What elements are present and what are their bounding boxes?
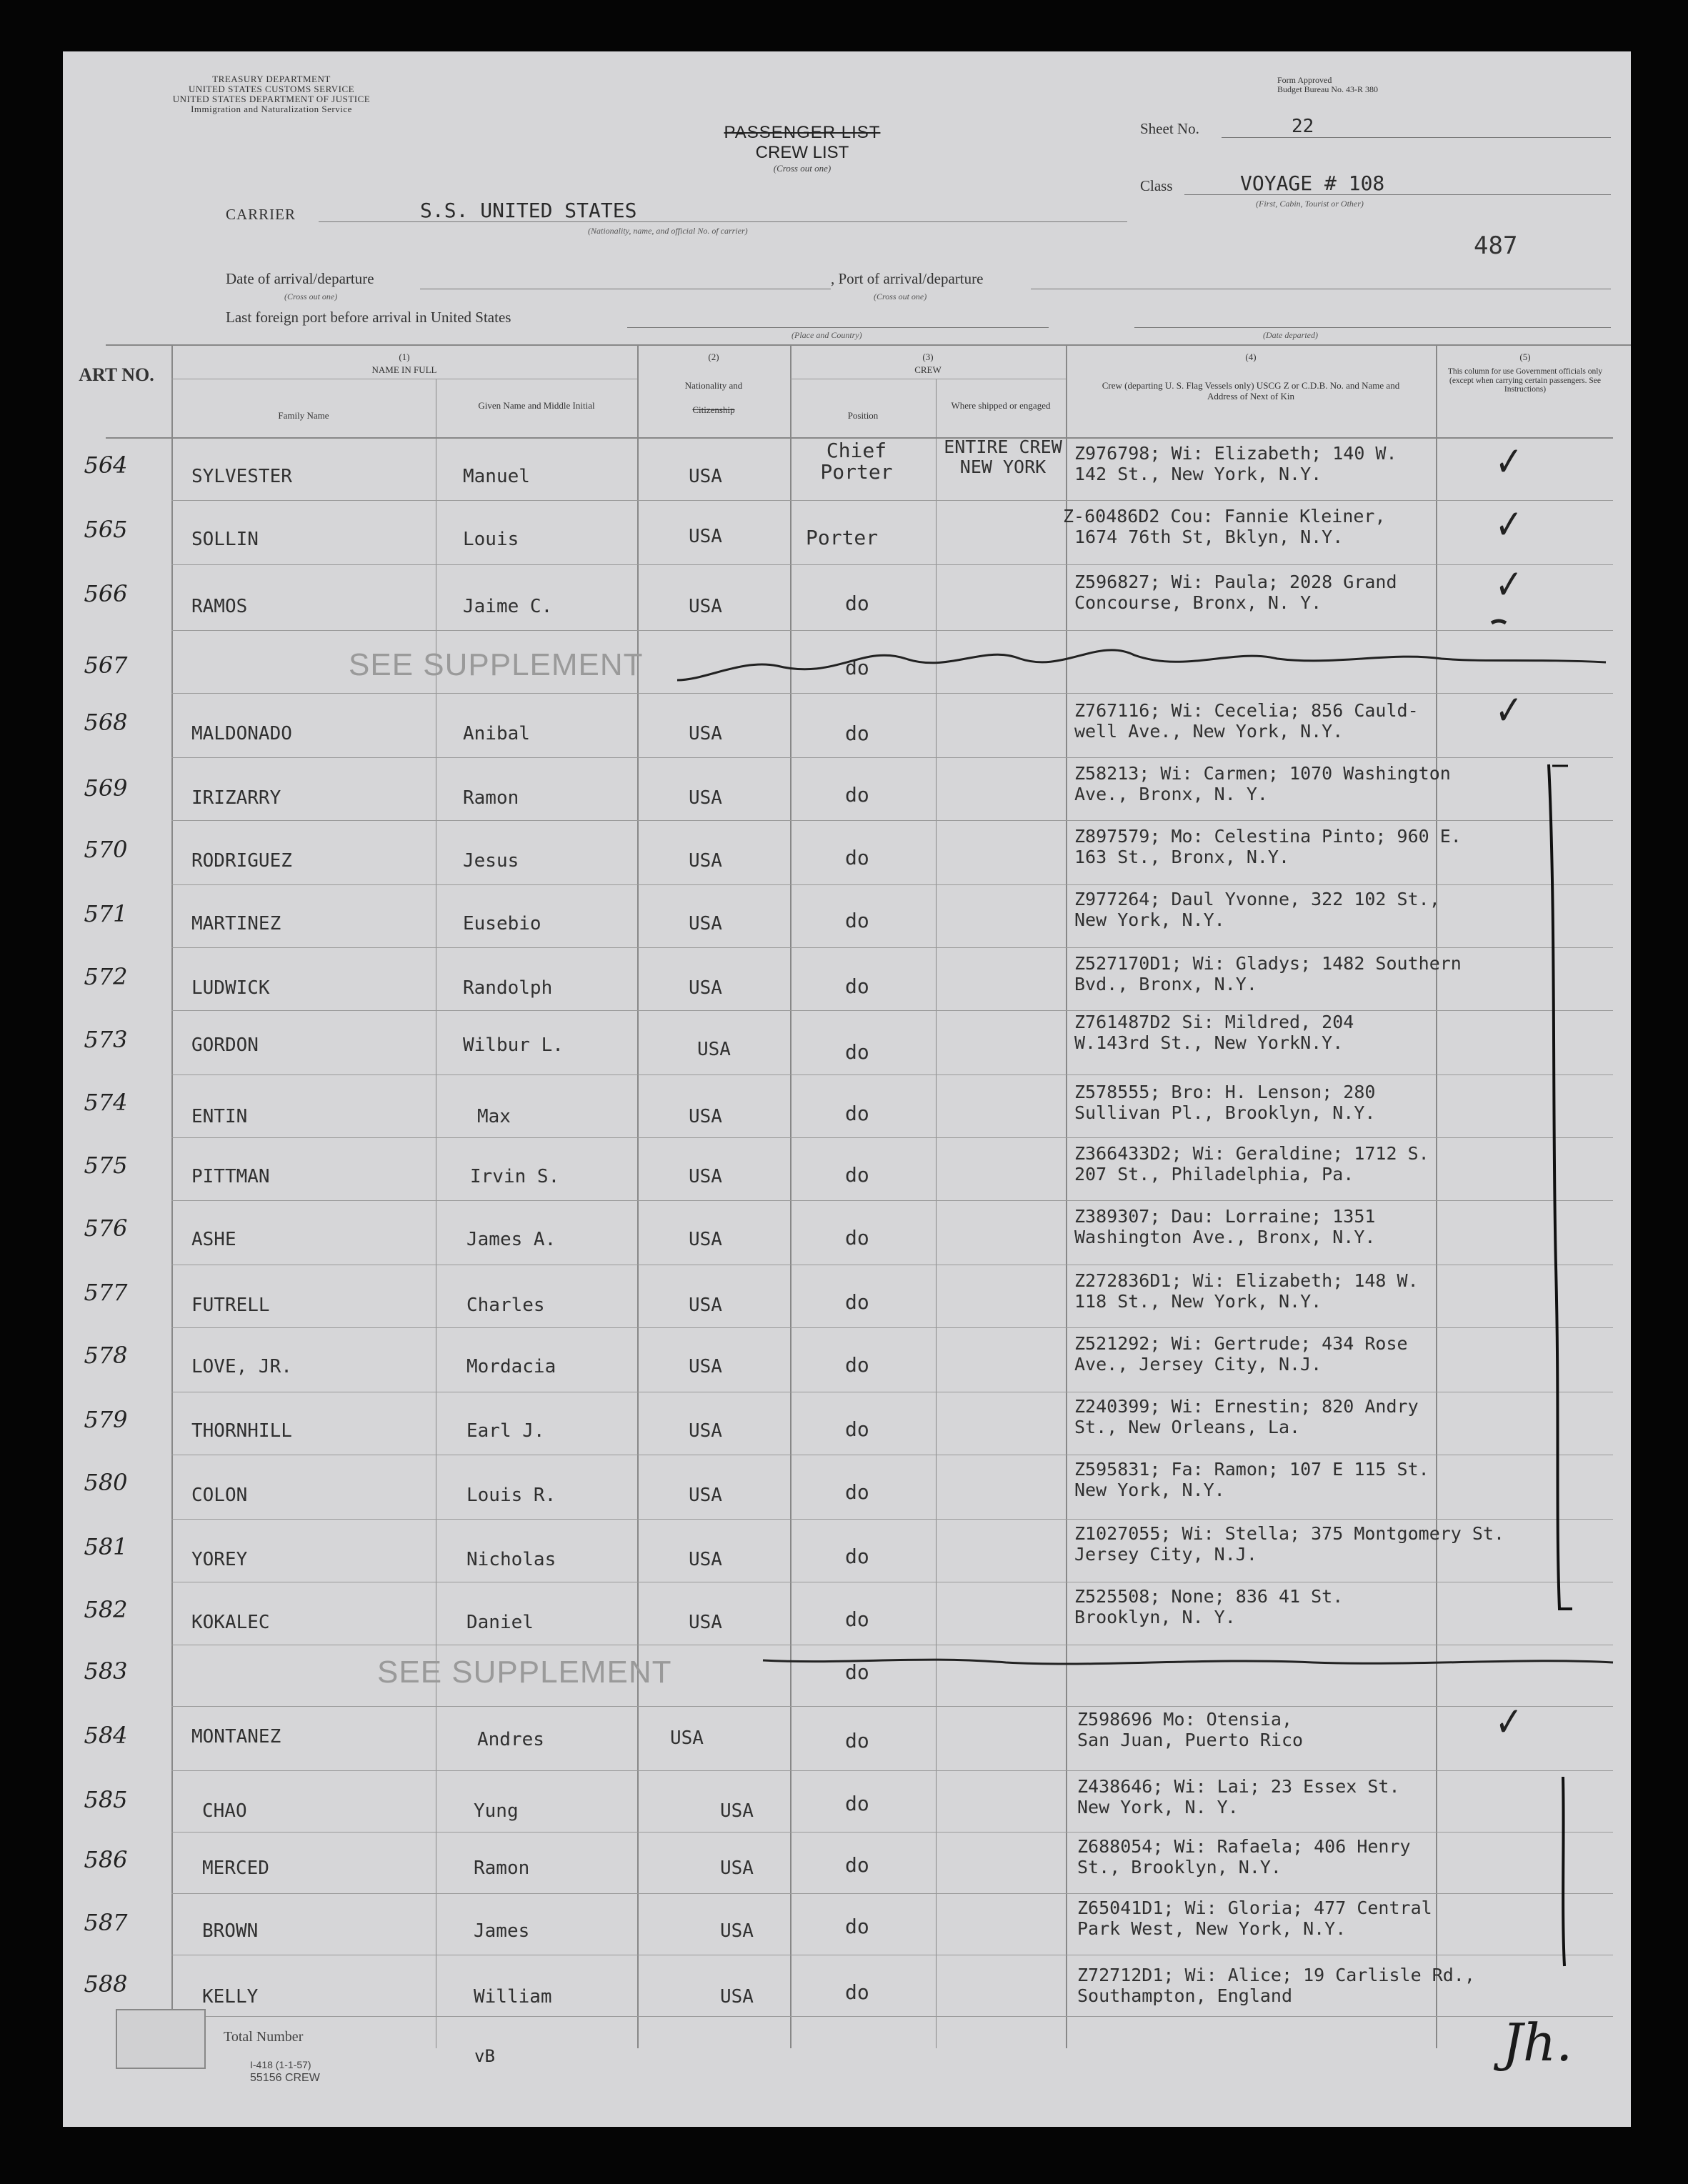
carrier-value: S.S. UNITED STATES <box>420 199 637 222</box>
col3-number: (3) <box>922 351 934 362</box>
given-name: William <box>474 1986 552 2008</box>
crew-address-line-2: Bvd., Bronx, N.Y. <box>1074 974 1257 994</box>
crew-address-line-2: San Juan, Puerto Rico <box>1077 1730 1304 1750</box>
signature: Jh. <box>1502 2013 1573 2073</box>
position: do <box>845 1660 869 1684</box>
crew-address-line-1: Z-60486D2 Cou: Fannie Kleiner, <box>1063 506 1386 527</box>
family-name: KOKALEC <box>191 1612 270 1633</box>
family-name: MALDONADO <box>191 723 292 744</box>
crew-address-line-2: Park West, New York, N.Y. <box>1077 1918 1347 1939</box>
clerk-initials: vB <box>474 2046 495 2066</box>
art-number: 582 <box>84 1596 128 1623</box>
agency-line-2: UNITED STATES CUSTOMS SERVICE <box>188 84 355 94</box>
crew-address-line-2: Sullivan Pl., Brooklyn, N.Y. <box>1074 1102 1376 1123</box>
given-name: Ramon <box>463 787 519 809</box>
given-name: Jesus <box>463 850 519 872</box>
family-name: RAMOS <box>191 596 248 617</box>
art-number: 571 <box>84 900 128 927</box>
page-number: 487 <box>1474 231 1518 260</box>
family-name: KELLY <box>202 1986 259 2008</box>
crew-address-line-1: Z521292; Wi: Gertrude; 434 Rose <box>1074 1333 1408 1354</box>
nationality-header: Nationality and <box>684 380 743 391</box>
crew-address-line-1: Z438646; Wi: Lai; 23 Essex St. <box>1077 1776 1400 1797</box>
family-name: CHAO <box>202 1800 247 1822</box>
art-number: 573 <box>84 1026 128 1053</box>
crew-address-line-2: Ave., Bronx, N. Y. <box>1074 784 1268 804</box>
crew-address-line-2: Ave., Jersey City, N.J. <box>1074 1354 1322 1375</box>
given-name: Jaime C. <box>463 596 553 617</box>
citizenship-struck-header: Citizenship <box>692 404 735 415</box>
crew-address-line-2: St., New Orleans, La. <box>1074 1417 1301 1437</box>
art-no-header: ART NO. <box>79 364 154 385</box>
given-name: James <box>474 1920 530 1942</box>
position: do <box>845 1102 869 1125</box>
crew-address-line-2: 118 St., New York, N.Y. <box>1074 1291 1322 1312</box>
crew-address-line-2: W.143rd St., New YorkN.Y. <box>1074 1032 1344 1053</box>
position: do <box>845 1729 869 1752</box>
crew-address-line-1: Z525508; None; 836 41 St. <box>1074 1586 1344 1607</box>
where-shipped: ENTIRE CREW NEW YORK <box>944 437 1062 477</box>
given-name: Andres <box>477 1729 544 1750</box>
crew-address-line-2: Jersey City, N.J. <box>1074 1544 1257 1565</box>
given-name-header: Given Name and Middle Initial <box>478 400 595 411</box>
family-name: YOREY <box>191 1549 248 1570</box>
nationality: USA <box>720 1920 754 1942</box>
col1-number: (1) <box>399 351 410 362</box>
given-name: Louis R. <box>466 1485 556 1506</box>
nationality: USA <box>689 596 722 617</box>
crew-address-line-1: Z65041D1; Wi: Gloria; 477 Central <box>1077 1898 1432 1918</box>
art-number: 574 <box>84 1089 128 1116</box>
position: do <box>845 1480 869 1504</box>
family-name: THORNHILL <box>191 1420 292 1442</box>
nationality: USA <box>689 466 722 487</box>
date-departed-hint: (Date departed) <box>1263 330 1318 340</box>
position: do <box>845 1417 869 1441</box>
col4-number: (4) <box>1245 351 1257 362</box>
carrier-label: CARRIER <box>226 206 296 223</box>
nationality: USA <box>720 1800 754 1822</box>
family-name: MARTINEZ <box>191 913 281 934</box>
crew-address-line-2: New York, N.Y. <box>1074 909 1225 930</box>
crew-address-line-1: Z596827; Wi: Paula; 2028 Grand <box>1074 572 1397 592</box>
given-name: James A. <box>466 1229 556 1250</box>
date-arrival-label: Date of arrival/departure <box>226 270 374 287</box>
position: Chief Porter <box>820 439 893 484</box>
crew-address-line-2: Brooklyn, N. Y. <box>1074 1607 1236 1627</box>
crew-address-line-2: New York, N. Y. <box>1077 1797 1239 1817</box>
art-number: 586 <box>84 1846 128 1873</box>
family-name: PITTMAN <box>191 1166 270 1187</box>
check-mark: ✓ <box>1494 1697 1523 1746</box>
crew-address-header: Crew (departing U. S. Flag Vessels only) USCG Z or C.D.B. No. and Name and Address of Next of Kin <box>1102 380 1400 402</box>
nationality: USA <box>689 1549 722 1570</box>
position: do <box>845 722 869 745</box>
position: do <box>845 1792 869 1815</box>
nationality: USA <box>689 787 722 809</box>
crew-address-line-1: Z58213; Wi: Carmen; 1070 Washington <box>1074 763 1451 784</box>
crew-address-line-2: Concourse, Bronx, N. Y. <box>1074 592 1322 613</box>
port-arrival-hint: (Cross out one) <box>874 291 927 301</box>
given-name: Earl J. <box>466 1420 545 1442</box>
crew-address-line-1: Z688054; Wi: Rafaela; 406 Henry <box>1077 1836 1411 1857</box>
position: do <box>845 1163 869 1187</box>
crew-address-line-1: Z977264; Daul Yvonne, 322 102 St., <box>1074 889 1440 909</box>
total-number-label: Total Number <box>224 2029 304 2045</box>
family-name: ASHE <box>191 1229 236 1250</box>
family-name: SOLLIN <box>191 529 259 550</box>
class-hint: (First, Cabin, Tourist or Other) <box>1256 199 1364 209</box>
col5-number: (5) <box>1519 351 1531 362</box>
given-name: Max <box>477 1106 511 1127</box>
art-number: 580 <box>84 1469 128 1496</box>
given-name: Eusebio <box>463 913 541 934</box>
crew-address-line-1: Z578555; Bro: H. Lenson; 280 <box>1074 1082 1376 1102</box>
form-code: 55156 CREW <box>250 2072 320 2084</box>
crew-address-line-2: Southampton, England <box>1077 1985 1293 2006</box>
family-name: FUTRELL <box>191 1295 270 1316</box>
agency-line-4: Immigration and Naturalization Service <box>191 104 352 114</box>
col2-number: (2) <box>708 351 719 362</box>
art-number: 569 <box>84 774 128 802</box>
government-use-header: This column for use Government officials only (except when carrying certain passengers. See Instructions) <box>1447 367 1603 394</box>
art-number: 576 <box>84 1215 128 1242</box>
nationality: USA <box>689 1612 722 1633</box>
position: Porter <box>806 526 879 549</box>
position: do <box>845 783 869 807</box>
position: do <box>845 1853 869 1877</box>
total-number-box <box>116 2009 206 2069</box>
crew-address-line-2: 1674 76th St, Bklyn, N.Y. <box>1074 527 1344 547</box>
check-mark: ✓ <box>1494 437 1523 486</box>
art-number: 587 <box>84 1909 128 1936</box>
family-name: MERCED <box>202 1858 269 1879</box>
crew-address-line-2: well Ave., New York, N.Y. <box>1074 721 1344 742</box>
crew-address-line-1: Z761487D2 Si: Mildred, 204 <box>1074 1012 1354 1032</box>
position: do <box>845 909 869 932</box>
class-label: Class <box>1140 177 1173 194</box>
art-number: 577 <box>84 1279 128 1306</box>
position: do <box>845 974 869 998</box>
position: do <box>845 1290 869 1314</box>
strike-through-line-567 <box>677 650 1606 680</box>
crew-list-title: CREW LIST <box>755 143 849 162</box>
handwritten-marks <box>63 51 1631 2127</box>
nationality: USA <box>689 850 722 872</box>
art-number: 585 <box>84 1786 128 1813</box>
crew-address-line-1: Z595831; Fa: Ramon; 107 E 115 St. <box>1074 1459 1429 1480</box>
nationality: USA <box>689 913 722 934</box>
given-name: Louis <box>463 529 519 550</box>
budget-bureau-label: Budget Bureau No. 43-R 380 <box>1277 84 1378 94</box>
strike-through-line-583 <box>763 1660 1613 1664</box>
crew-address-line-1: Z72712D1; Wi: Alice; 19 Carlisle Rd., <box>1077 1965 1475 1985</box>
given-name: Ramon <box>474 1858 530 1879</box>
family-name: BROWN <box>202 1920 259 1942</box>
position: do <box>845 1040 869 1064</box>
position: do <box>845 1353 869 1377</box>
crew-address-line-1: Z272836D1; Wi: Elizabeth; 148 W. <box>1074 1270 1419 1291</box>
bracket-line-lower <box>1563 1777 1564 1966</box>
crew-address-line-1: Z389307; Dau: Lorraine; 1351 <box>1074 1206 1376 1227</box>
family-name: SYLVESTER <box>191 466 292 487</box>
position: do <box>845 1980 869 2004</box>
last-port-label: Last foreign port before arrival in United States <box>226 309 511 326</box>
check-mark: ✓ <box>1494 500 1523 549</box>
agency-line-1: TREASURY DEPARTMENT <box>212 74 331 84</box>
crew-address-line-1: Z366433D2; Wi: Geraldine; 1712 S. <box>1074 1143 1429 1164</box>
crew-address-line-2: 163 St., Bronx, N.Y. <box>1074 847 1290 867</box>
art-number: 567 <box>84 652 128 679</box>
nationality: USA <box>689 1166 722 1187</box>
place-hint: (Place and Country) <box>791 330 862 340</box>
art-number: 575 <box>84 1152 128 1179</box>
position: do <box>845 1545 869 1568</box>
given-name: Daniel <box>466 1612 534 1633</box>
family-name: COLON <box>191 1485 248 1506</box>
art-number: 583 <box>84 1657 128 1685</box>
nationality: USA <box>689 977 722 999</box>
given-name: Charles <box>466 1295 545 1316</box>
art-number: 584 <box>84 1722 128 1749</box>
where-shipped-header: Where shipped or engaged <box>951 400 1051 411</box>
crew-address-line-2: 207 St., Philadelphia, Pa. <box>1074 1164 1354 1185</box>
crew-address-line-2: St., Brooklyn, N.Y. <box>1077 1857 1282 1878</box>
family-name: RODRIGUEZ <box>191 850 292 872</box>
art-number: 578 <box>84 1342 128 1369</box>
family-name: GORDON <box>191 1034 259 1056</box>
position: do <box>845 846 869 869</box>
form-number: I-418 (1-1-57) <box>250 2059 311 2070</box>
given-name: Wilbur L. <box>463 1034 564 1056</box>
art-number: 568 <box>84 709 128 736</box>
check-mark: ✓ <box>1494 560 1523 609</box>
position-header: Position <box>847 410 879 421</box>
class-value: VOYAGE # 108 <box>1240 171 1385 195</box>
art-number: 581 <box>84 1533 128 1560</box>
position: do <box>845 1226 869 1250</box>
cross-out-note: (Cross out one) <box>773 163 831 174</box>
crew-address-line-1: Z1027055; Wi: Stella; 375 Montgomery St. <box>1074 1523 1505 1544</box>
family-name-header: Family Name <box>278 410 329 421</box>
carrier-hint: (Nationality, name, and official No. of carrier) <box>588 226 748 236</box>
position: do <box>845 1915 869 1938</box>
position: do <box>845 656 869 679</box>
see-supplement-stamp: SEE SUPPLEMENT <box>349 647 644 682</box>
position: do <box>845 592 869 615</box>
family-name: ENTIN <box>191 1106 248 1127</box>
art-number: 579 <box>84 1406 128 1433</box>
date-arrival-hint: (Cross out one) <box>284 291 338 301</box>
art-number: 572 <box>84 963 128 990</box>
manifest-sheet <box>63 51 1631 2127</box>
family-name: IRIZARRY <box>191 787 281 809</box>
nationality: USA <box>689 526 722 547</box>
form-approved-label: Form Approved <box>1277 75 1332 85</box>
crew-address-line-1: Z527170D1; Wi: Gladys; 1482 Southern <box>1074 953 1462 974</box>
family-name: LUDWICK <box>191 977 270 999</box>
crew-address-line-1: Z767116; Wi: Cecelia; 856 Cauld- <box>1074 700 1419 721</box>
sheet-no-value: 22 <box>1292 116 1314 137</box>
given-name: Mordacia <box>466 1356 556 1377</box>
nationality: USA <box>689 1356 722 1377</box>
dash-mark <box>1492 621 1506 623</box>
position: do <box>845 1607 869 1631</box>
sheet-no-label: Sheet No. <box>1140 120 1199 137</box>
given-name: Yung <box>474 1800 519 1822</box>
nationality: USA <box>689 1420 722 1442</box>
agency-line-3: UNITED STATES DEPARTMENT OF JUSTICE <box>172 94 371 104</box>
name-in-full-header: NAME IN FULL <box>371 364 437 375</box>
nationality: USA <box>689 723 722 744</box>
nationality: USA <box>689 1485 722 1506</box>
see-supplement-stamp: SEE SUPPLEMENT <box>377 1655 672 1690</box>
crew-address-line-2: New York, N.Y. <box>1074 1480 1225 1500</box>
crew-address-line-1: Z897579; Mo: Celestina Pinto; 960 E. <box>1074 826 1462 847</box>
nationality: USA <box>689 1295 722 1316</box>
check-mark: ✓ <box>1494 686 1523 734</box>
given-name: Nicholas <box>466 1549 556 1570</box>
family-name: LOVE, JR. <box>191 1356 292 1377</box>
crew-header: CREW <box>914 364 942 375</box>
family-name: MONTANEZ <box>191 1726 281 1747</box>
given-name: Anibal <box>463 723 530 744</box>
given-name: Irvin S. <box>470 1166 560 1187</box>
nationality: USA <box>689 1106 722 1127</box>
art-number: 588 <box>84 1970 128 1998</box>
bracket-line <box>1549 764 1572 1609</box>
nationality: USA <box>720 1986 754 2008</box>
art-number: 565 <box>84 516 128 543</box>
given-name: Manuel <box>463 466 530 487</box>
passenger-list-title: PASSENGER LIST <box>724 123 881 142</box>
nationality: USA <box>670 1727 704 1749</box>
crew-address-line-1: Z976798; Wi: Elizabeth; 140 W. <box>1074 443 1397 464</box>
nationality: USA <box>689 1229 722 1250</box>
crew-address-line-2: 142 St., New York, N.Y. <box>1074 464 1322 484</box>
nationality: USA <box>697 1039 731 1060</box>
port-arrival-label: , Port of arrival/departure <box>831 270 984 287</box>
nationality: USA <box>720 1858 754 1879</box>
art-number: 570 <box>84 836 128 863</box>
crew-address-line-1: Z598696 Mo: Otensia, <box>1077 1709 1293 1730</box>
given-name: Randolph <box>463 977 553 999</box>
art-number: 564 <box>84 452 128 479</box>
art-number: 566 <box>84 580 128 607</box>
crew-address-line-1: Z240399; Wi: Ernestin; 820 Andry <box>1074 1396 1419 1417</box>
crew-address-line-2: Washington Ave., Bronx, N.Y. <box>1074 1227 1376 1247</box>
